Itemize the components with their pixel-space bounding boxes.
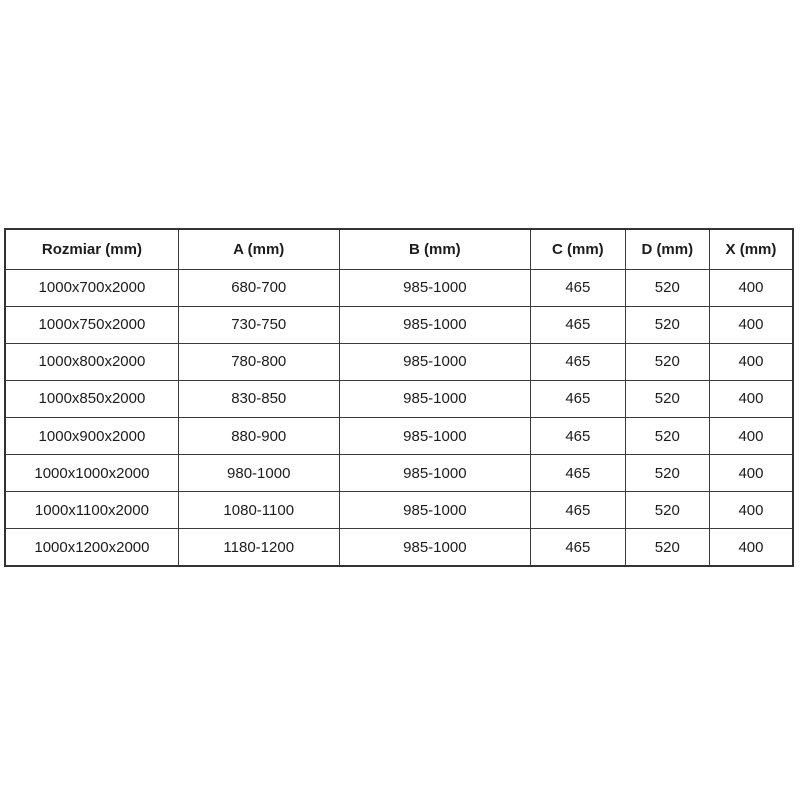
column-header-b: B (mm) xyxy=(339,229,530,269)
table-cell-b: 985-1000 xyxy=(339,380,530,417)
table-cell-c: 465 xyxy=(531,529,626,566)
table-cell-d: 520 xyxy=(625,306,709,343)
table-cell-rozmiar: 1000x1000x2000 xyxy=(5,455,178,492)
table-cell-c: 465 xyxy=(531,455,626,492)
shower-size-dimensions-table xyxy=(4,228,794,567)
table-row xyxy=(5,529,793,566)
table-row xyxy=(5,418,793,455)
table-cell-c: 465 xyxy=(531,306,626,343)
table-row xyxy=(5,343,793,380)
table-cell-a: 830-850 xyxy=(178,380,339,417)
table-cell-x: 400 xyxy=(709,492,793,529)
table-cell-a: 980-1000 xyxy=(178,455,339,492)
table-cell-c: 465 xyxy=(531,380,626,417)
table-header xyxy=(5,229,793,269)
table-cell-rozmiar: 1000x1100x2000 xyxy=(5,492,178,529)
table-cell-x: 400 xyxy=(709,269,793,306)
table-cell-d: 520 xyxy=(625,455,709,492)
table-cell-d: 520 xyxy=(625,343,709,380)
table-cell-b: 985-1000 xyxy=(339,492,530,529)
table-cell-x: 400 xyxy=(709,306,793,343)
table-row xyxy=(5,269,793,306)
table-body xyxy=(5,269,793,566)
table-cell-rozmiar: 1000x1200x2000 xyxy=(5,529,178,566)
table-cell-b: 985-1000 xyxy=(339,455,530,492)
column-header-rozmiar: Rozmiar (mm) xyxy=(5,229,178,269)
table-cell-rozmiar: 1000x800x2000 xyxy=(5,343,178,380)
table-cell-a: 1080-1100 xyxy=(178,492,339,529)
table-row xyxy=(5,455,793,492)
table-cell-b: 985-1000 xyxy=(339,306,530,343)
table-cell-a: 780-800 xyxy=(178,343,339,380)
table-cell-c: 465 xyxy=(531,269,626,306)
table-cell-a: 730-750 xyxy=(178,306,339,343)
table-cell-x: 400 xyxy=(709,343,793,380)
table-cell-x: 400 xyxy=(709,380,793,417)
table-cell-b: 985-1000 xyxy=(339,269,530,306)
column-header-d: D (mm) xyxy=(625,229,709,269)
table-cell-a: 1180-1200 xyxy=(178,529,339,566)
table-cell-b: 985-1000 xyxy=(339,418,530,455)
column-header-c: C (mm) xyxy=(531,229,626,269)
table-cell-c: 465 xyxy=(531,492,626,529)
table-cell-rozmiar: 1000x750x2000 xyxy=(5,306,178,343)
column-header-x: X (mm) xyxy=(709,229,793,269)
table-cell-d: 520 xyxy=(625,492,709,529)
table-cell-a: 680-700 xyxy=(178,269,339,306)
table-row xyxy=(5,380,793,417)
table-cell-d: 520 xyxy=(625,269,709,306)
table-cell-rozmiar: 1000x900x2000 xyxy=(5,418,178,455)
table-cell-b: 985-1000 xyxy=(339,529,530,566)
table-cell-c: 465 xyxy=(531,343,626,380)
table-cell-x: 400 xyxy=(709,455,793,492)
table-row xyxy=(5,306,793,343)
table-cell-d: 520 xyxy=(625,529,709,566)
table-cell-rozmiar: 1000x850x2000 xyxy=(5,380,178,417)
table-cell-d: 520 xyxy=(625,380,709,417)
header-row xyxy=(5,229,793,269)
table-cell-d: 520 xyxy=(625,418,709,455)
column-header-a: A (mm) xyxy=(178,229,339,269)
table-cell-x: 400 xyxy=(709,529,793,566)
table-cell-rozmiar: 1000x700x2000 xyxy=(5,269,178,306)
table-cell-x: 400 xyxy=(709,418,793,455)
table-cell-b: 985-1000 xyxy=(339,343,530,380)
table-row xyxy=(5,492,793,529)
table-cell-a: 880-900 xyxy=(178,418,339,455)
table-cell-c: 465 xyxy=(531,418,626,455)
